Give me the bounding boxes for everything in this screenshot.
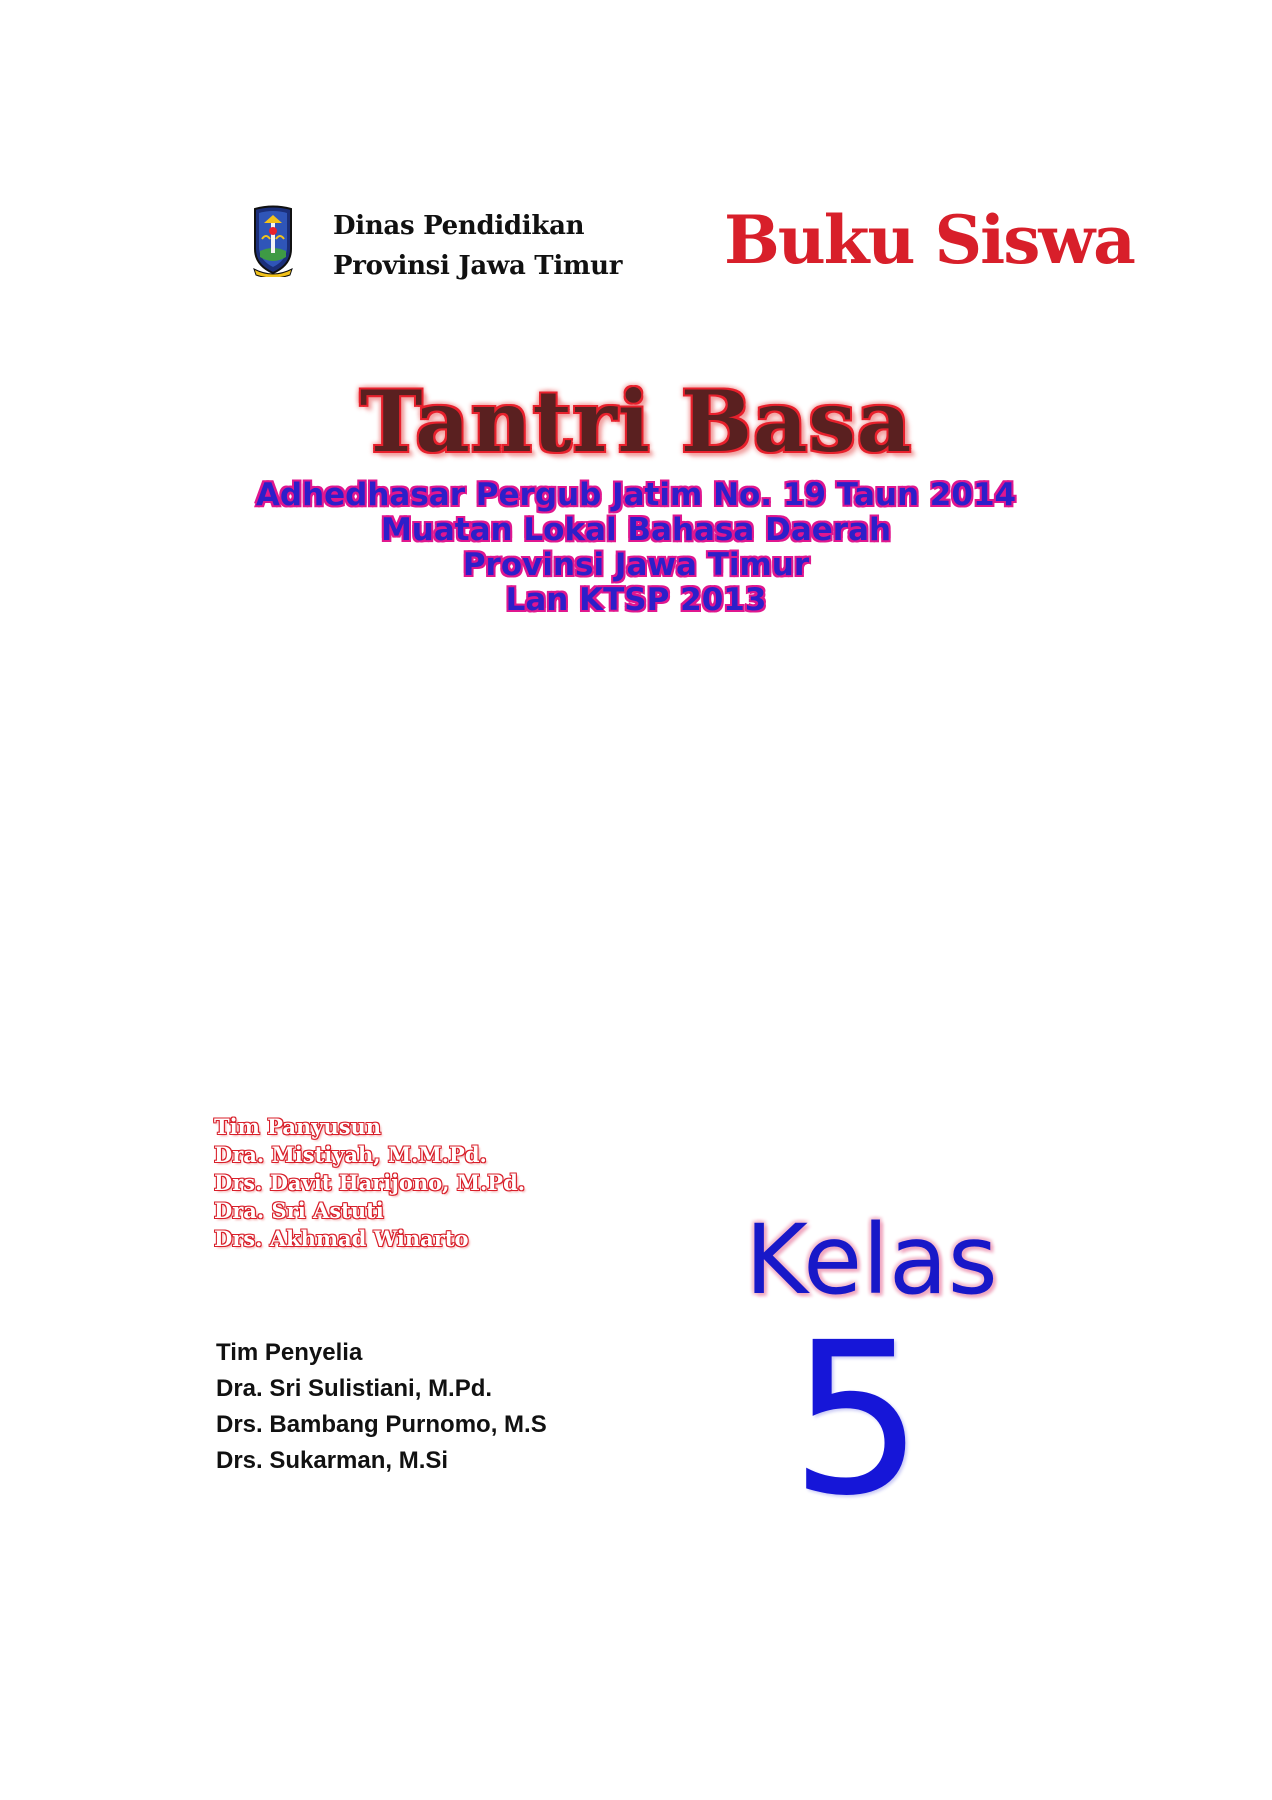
compiler-name: Dra. Mistiyah, M.M.Pd. bbox=[214, 1142, 487, 1167]
editor-team-heading: Tim Penyelia bbox=[216, 1339, 363, 1366]
subtitle-line: Adhedhasar Pergub Jatim No. 19 Taun 2014 bbox=[255, 477, 1017, 513]
subtitle-line: Lan KTSP 2013 bbox=[505, 582, 767, 618]
subtitle-line: Provinsi Jawa Timur bbox=[462, 547, 810, 583]
compiler-name: Dra. Sri Astuti bbox=[214, 1198, 384, 1223]
brand-title: Buku Siswa bbox=[724, 201, 1134, 279]
compiler-name: Drs. Akhmad Winarto bbox=[214, 1226, 469, 1251]
editor-name: Drs. Bambang Purnomo, M.S bbox=[216, 1411, 547, 1438]
agency-name-line2: Provinsi Jawa Timur bbox=[333, 251, 623, 281]
class-number: 5 bbox=[790, 1297, 924, 1542]
subtitle-block bbox=[0, 478, 1272, 618]
editor-name: Drs. Sukarman, M.Si bbox=[216, 1447, 449, 1474]
editor-team bbox=[216, 1335, 547, 1479]
book-title: Tantri Basa bbox=[359, 372, 913, 471]
agency-name bbox=[333, 206, 673, 286]
compiler-name: Drs. Davit Harijono, M.Pd. bbox=[214, 1170, 526, 1195]
editor-name: Dra. Sri Sulistiani, M.Pd. bbox=[216, 1375, 493, 1402]
agency-name-line1: Dinas Pendidikan bbox=[333, 211, 585, 241]
compiler-team-heading: Tim Panyusun bbox=[214, 1114, 382, 1139]
compiler-team bbox=[214, 1113, 525, 1253]
class-label: Kelas bbox=[745, 1204, 998, 1316]
east-java-coat-of-arms-icon bbox=[252, 205, 294, 277]
subtitle-line: Muatan Lokal Bahasa Daerah bbox=[380, 512, 892, 548]
